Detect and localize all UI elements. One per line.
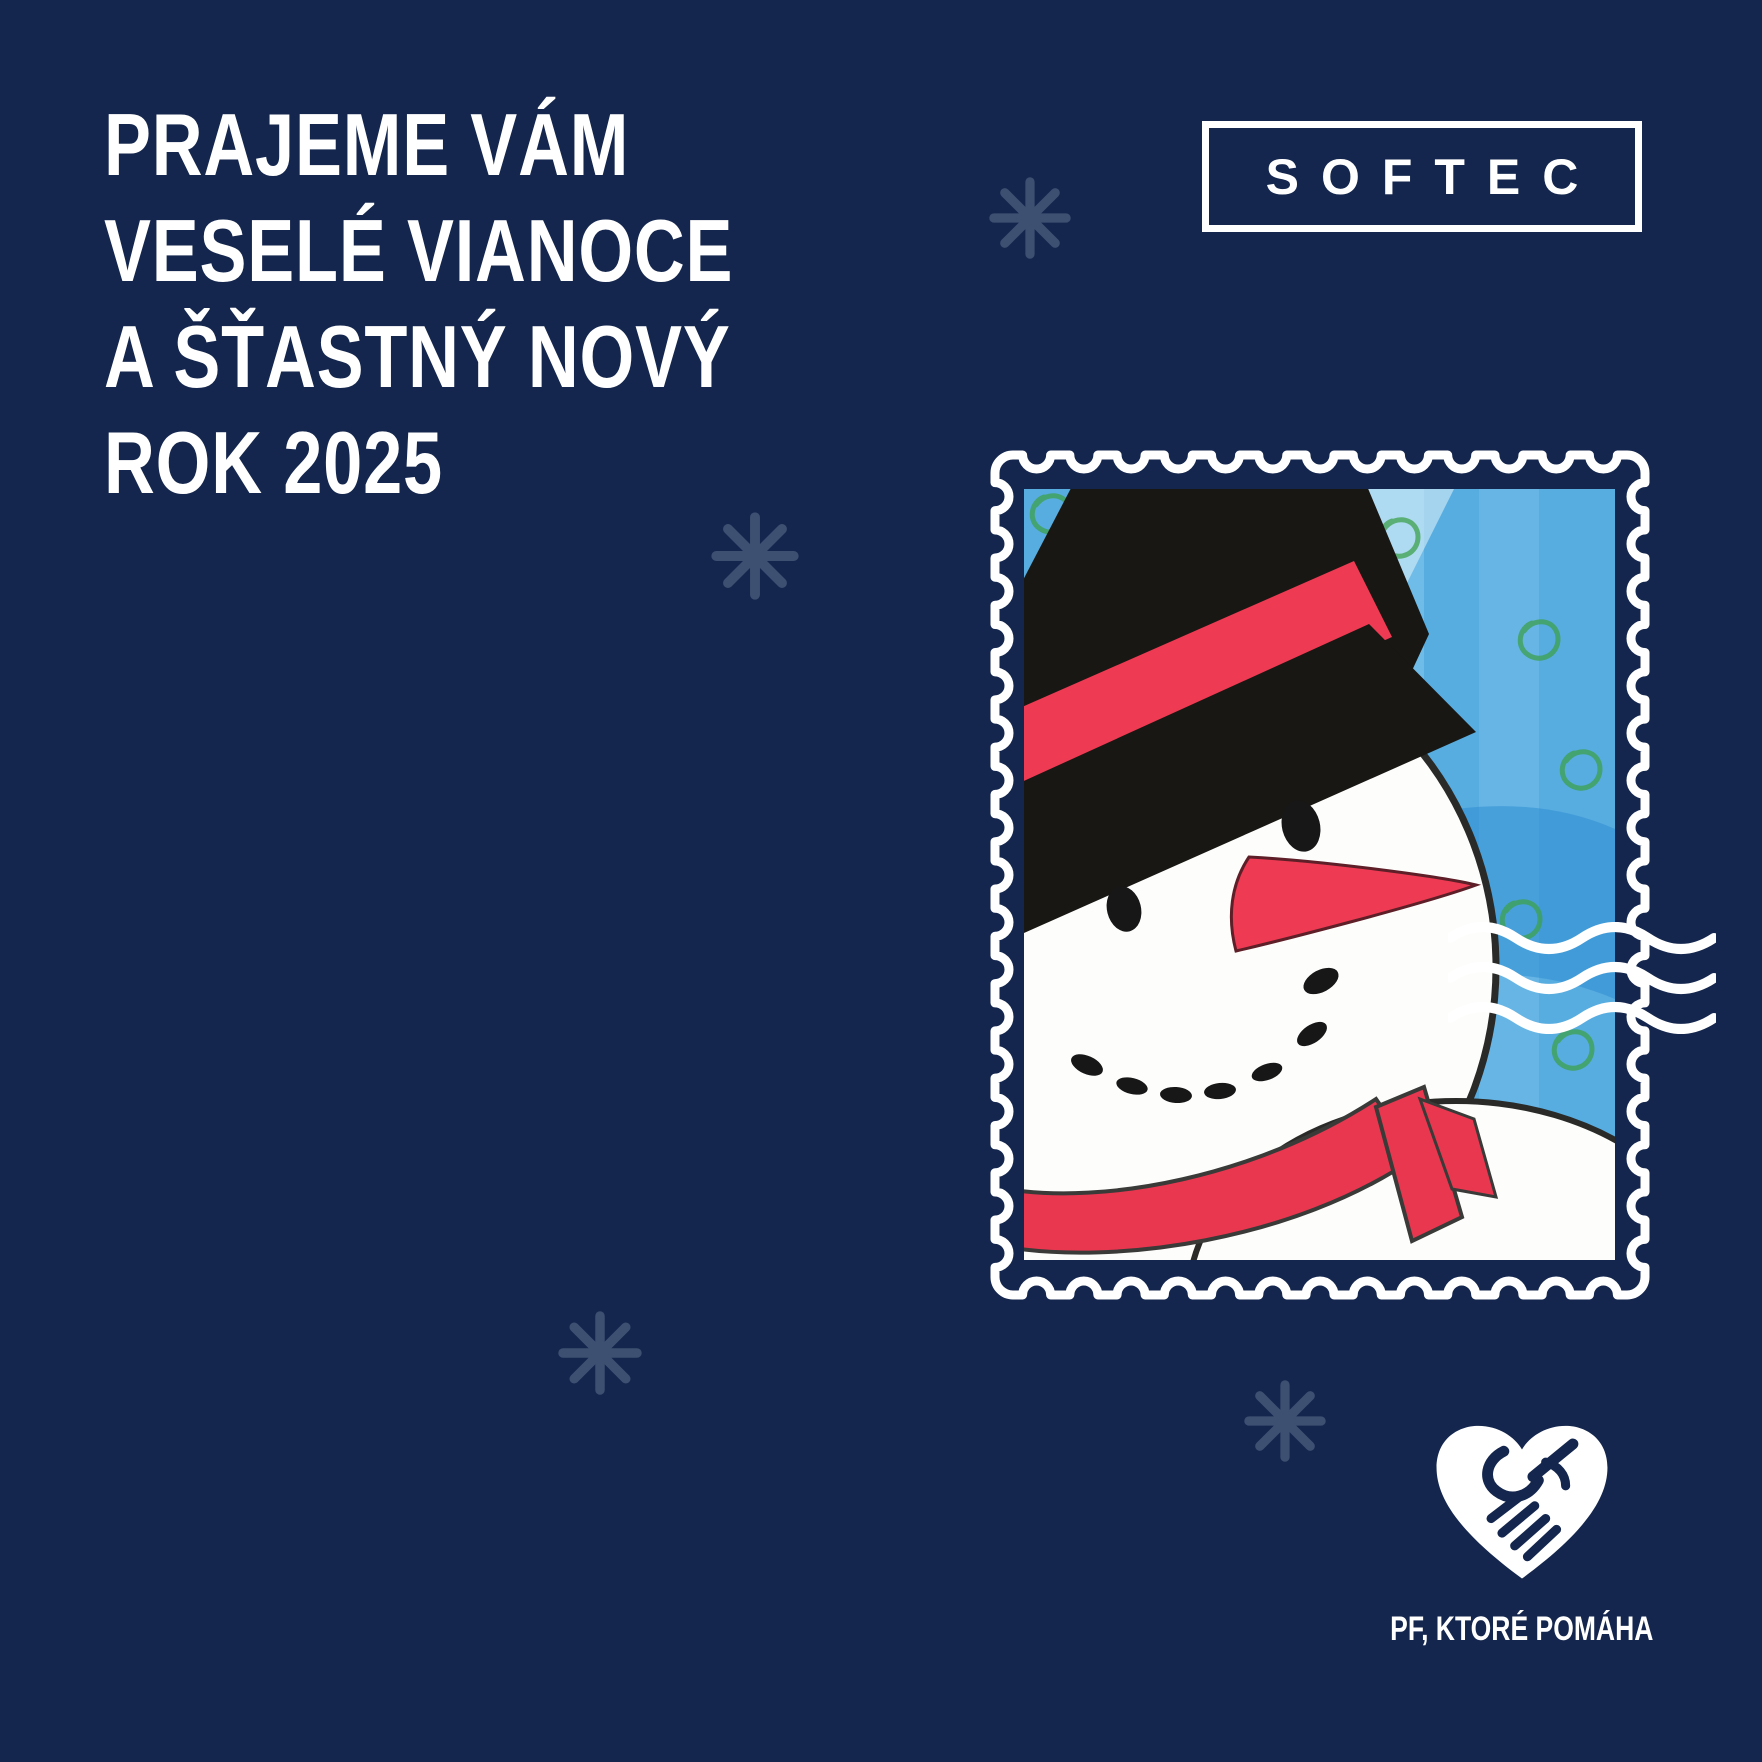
pf-heart-logo: [1390, 1424, 1654, 1649]
page-title: PRAJEME VÁM VESELÉ VIANOCE A ŠŤASTNÝ NOVÝ ROK 2025: [104, 95, 734, 512]
heart-handshake-icon: [1431, 1424, 1613, 1584]
snowflake-icon: [988, 176, 1072, 260]
snowflake-icon: [557, 1310, 643, 1396]
stamp-perforation-border: [990, 450, 1650, 1300]
softec-logo: [1202, 121, 1642, 232]
softec-logo-label: SOFTEC: [1265, 148, 1601, 205]
pf-label: PF, KTORÉ POMÁHA: [1390, 1610, 1654, 1648]
stamp-graphic: [990, 450, 1650, 1300]
postmark-wavy-lines-icon: [1448, 922, 1716, 1034]
snowflake-icon: [710, 511, 800, 601]
snowflake-icon: [1243, 1379, 1327, 1463]
